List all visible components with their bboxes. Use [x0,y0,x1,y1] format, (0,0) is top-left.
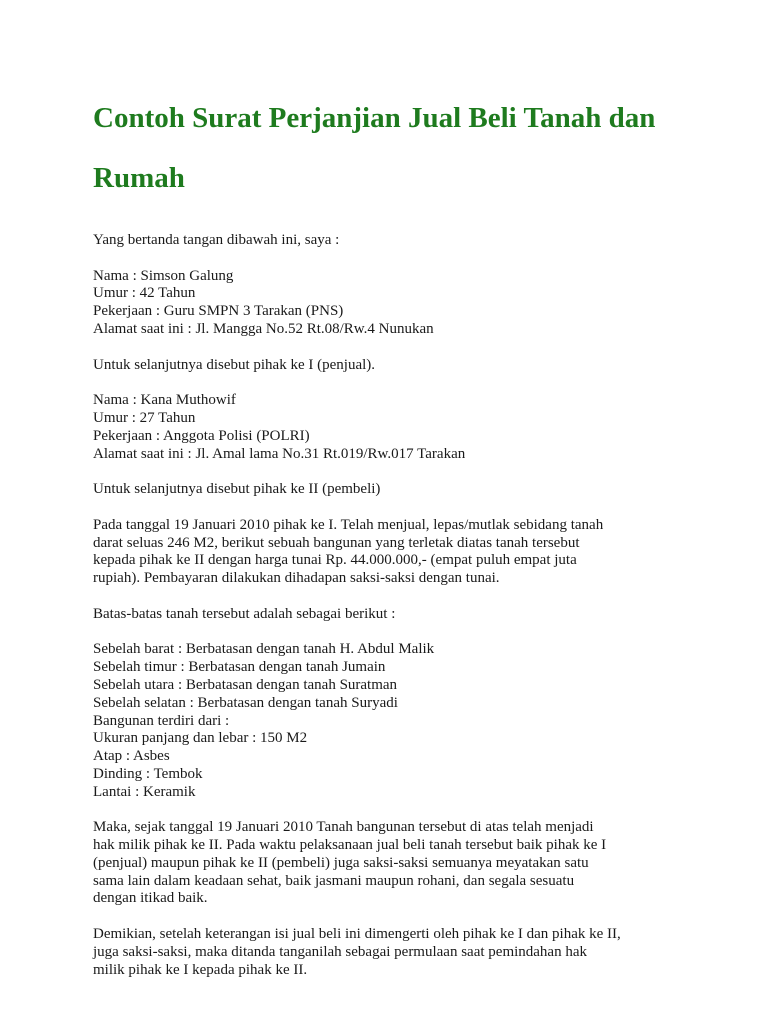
ownership-line: dengan itikad baik. [93,890,208,907]
seller-name: Nama : Simson Galung [93,267,234,284]
boundary-north: Sebelah utara : Berbatasan dengan tanah Suratman [93,676,398,693]
document-body [93,232,673,979]
seller-occupation: Pekerjaan : Guru SMPN 3 Tarakan (PNS) [93,303,344,320]
ownership-paragraph [93,819,673,908]
transaction-line: kepada pihak ke II dengan harga tunai Rp. 44.000.000,- (empat puluh empat juta [93,552,577,569]
transaction-line: Pada tanggal 19 Januari 2010 pihak ke I. Telah menjual, lepas/mutlak sebidang tanah [93,516,604,533]
seller-address: Alamat saat ini : Jl. Mangga No.52 Rt.08/Rw.4 Nunukan [93,320,434,337]
buyer-name: Nama : Kana Muthowif [93,392,236,409]
seller-age: Umur : 42 Tahun [93,285,196,302]
closing-line: juga saksi-saksi, maka ditanda tanganilah sebagai permulaan saat pemindahan hak [93,943,587,960]
seller-note: Untuk selanjutnya disebut pihak ke I (penjual). [93,356,376,373]
building-size: Ukuran panjang dan lebar : 150 M2 [93,730,308,747]
transaction-paragraph [93,517,673,588]
building-roof: Atap : Asbes [93,748,170,765]
intro-text: Yang bertanda tangan dibawah ini, saya : [93,232,340,248]
building-intro: Bangunan terdiri dari : [93,712,230,729]
buyer-age: Umur : 27 Tahun [93,409,196,426]
boundaries-intro-paragraph [93,606,673,624]
boundaries-intro: Batas-batas tanah tersebut adalah sebagai berikut : [93,605,396,622]
buyer-address: Alamat saat ini : Jl. Amal lama No.31 Rt.019/Rw.017 Tarakan [93,445,466,462]
building-wall: Dinding : Tembok [93,765,203,782]
closing-line: Demikian, setelah keterangan isi jual beli ini dimengerti oleh pihak ke I dan pihak ke II, [93,926,621,943]
boundaries-and-building [93,641,673,801]
transaction-line: rupiah). Pembayaran dilakukan dihadapan saksi-saksi dengan tunai. [93,570,500,587]
ownership-line: sama lain dalam keadaan sehat, baik jasmani maupun rohani, dan segala sesuatu [93,872,575,889]
seller-note-paragraph [93,357,673,375]
ownership-line: hak milik pihak ke II. Pada waktu pelaksanaan jual beli tanah tersebut baik pihak ke I [93,837,607,854]
seller-details [93,268,673,339]
buyer-details [93,392,673,463]
buyer-occupation: Pekerjaan : Anggota Polisi (POLRI) [93,427,310,444]
building-floor: Lantai : Keramik [93,783,196,800]
boundary-west: Sebelah barat : Berbatasan dengan tanah H. Abdul Malik [93,641,435,658]
ownership-line: Maka, sejak tanggal 19 Januari 2010 Tanah bangunan tersebut di atas telah menjadi [93,819,594,836]
intro-paragraph [93,232,673,250]
buyer-note: Untuk selanjutnya disebut pihak ke II (pembeli) [93,481,381,498]
buyer-note-paragraph [93,481,673,499]
boundary-east: Sebelah timur : Berbatasan dengan tanah Jumain [93,659,386,676]
transaction-line: darat seluas 246 M2, berikut sebuah bangunan yang terletak diatas tanah tersebut [93,534,580,551]
boundary-south: Sebelah selatan : Berbatasan dengan tanah Suryadi [93,694,398,711]
closing-line: milik pihak ke I kepada pihak ke II. [93,961,308,978]
ownership-line: (penjual) maupun pihak ke II (pembeli) juga saksi-saksi semuanya meyatakan satu [93,854,589,871]
document-title: Contoh Surat Perjanjian Jual Beli Tanah dan Rumah [93,102,656,194]
closing-paragraph [93,926,673,979]
